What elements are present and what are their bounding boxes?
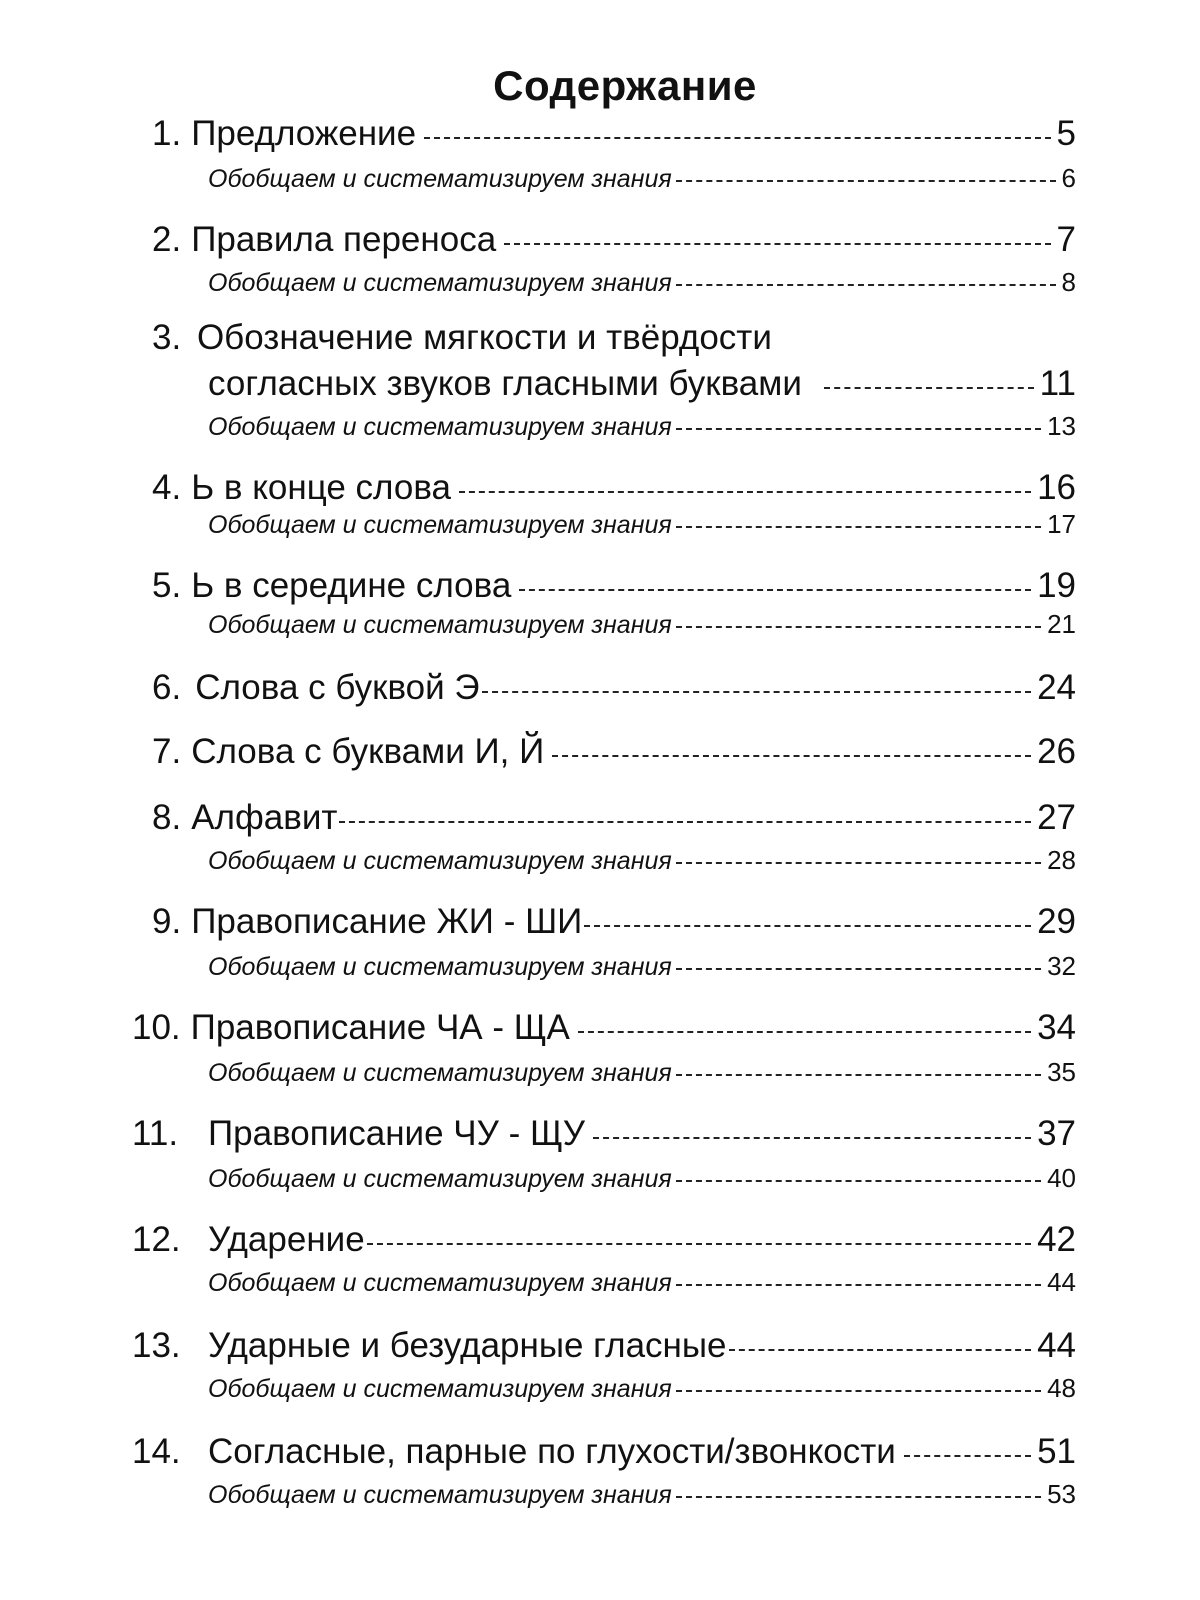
toc-entry[interactable] xyxy=(152,796,1076,840)
entry-title: Правописание ЖИ - ШИ xyxy=(191,902,583,941)
dot-leader xyxy=(459,491,1031,493)
toc-subentry[interactable] xyxy=(208,410,1076,442)
subentry-title: Обобщаем и систематизируем знания xyxy=(208,1375,672,1403)
entry-page: 7 xyxy=(1056,220,1076,259)
dot-leader xyxy=(676,428,1041,430)
entry-page: 44 xyxy=(1037,1326,1076,1365)
entry-title: Предложение xyxy=(191,114,417,153)
toc-subentry[interactable] xyxy=(208,844,1076,876)
dot-leader xyxy=(676,1180,1041,1182)
toc-entry[interactable] xyxy=(152,112,1076,156)
entry-page: 5 xyxy=(1056,114,1076,153)
subentry-page: 21 xyxy=(1047,609,1076,639)
dot-leader xyxy=(676,1284,1041,1286)
dot-leader xyxy=(367,1243,1031,1245)
toc-subentry[interactable] xyxy=(208,162,1076,194)
dot-leader xyxy=(424,137,1050,139)
entry-title: Ь в конце слова xyxy=(191,468,452,507)
subentry-title: Обобщаем и систематизируем знания xyxy=(208,953,672,981)
entry-number: 3. xyxy=(152,318,182,357)
entry-page: 26 xyxy=(1037,732,1076,771)
entry-title: Алфавит xyxy=(191,798,338,837)
subentry-title: Обобщаем и систематизируем знания xyxy=(208,1165,672,1193)
toc-subentry[interactable] xyxy=(208,608,1076,640)
entry-title: Правила переноса xyxy=(191,220,497,259)
entry-number: 10. xyxy=(132,1008,181,1047)
subentry-page: 44 xyxy=(1047,1267,1076,1297)
entry-number: 4. xyxy=(152,468,182,507)
toc-subentry[interactable] xyxy=(208,266,1076,298)
entry-title: Ударные и безударные гласные xyxy=(208,1326,727,1365)
subentry-title: Обобщаем и систематизируем знания xyxy=(208,1269,672,1297)
toc-entry[interactable] xyxy=(152,900,1076,944)
dot-leader xyxy=(676,284,1056,286)
toc-subentry[interactable] xyxy=(208,1056,1076,1088)
entry-number: 13. xyxy=(132,1326,181,1365)
toc-entry[interactable] xyxy=(208,362,1076,406)
dot-leader xyxy=(504,243,1050,245)
subentry-page: 40 xyxy=(1047,1163,1076,1193)
subentry-page: 8 xyxy=(1061,267,1076,297)
entry-number: 1. xyxy=(152,114,182,153)
entry-number: 2. xyxy=(152,220,182,259)
toc-entry[interactable] xyxy=(152,730,1076,774)
toc-entry[interactable] xyxy=(152,466,1076,510)
subentry-page: 48 xyxy=(1047,1373,1076,1403)
toc-subentry[interactable] xyxy=(208,950,1076,982)
dot-leader xyxy=(584,925,1031,927)
toc-entry[interactable] xyxy=(152,218,1076,262)
entry-title-line1: Обозначение мягкости и твёрдости xyxy=(196,318,772,357)
subentry-title: Обобщаем и систематизируем знания xyxy=(208,611,672,639)
entry-page: 29 xyxy=(1037,902,1076,941)
dot-leader xyxy=(578,1031,1031,1033)
entry-page: 34 xyxy=(1037,1008,1076,1047)
entry-title: Слова с буквами И, Й xyxy=(191,732,545,771)
entry-number: 9. xyxy=(152,902,182,941)
entry-title: Ь в середине слова xyxy=(191,566,512,605)
dot-leader xyxy=(676,862,1041,864)
entry-title: Правописание ЧА - ЩА xyxy=(190,1008,570,1047)
dot-leader xyxy=(824,387,1034,389)
entry-page: 51 xyxy=(1037,1432,1076,1471)
subentry-page: 32 xyxy=(1047,951,1076,981)
subentry-page: 17 xyxy=(1047,509,1076,539)
entry-page: 11 xyxy=(1039,364,1076,403)
toc-subentry[interactable] xyxy=(208,1478,1076,1510)
dot-leader xyxy=(482,691,1032,693)
subentry-title: Обобщаем и систематизируем знания xyxy=(208,269,672,297)
subentry-page: 13 xyxy=(1047,411,1076,441)
dot-leader xyxy=(676,180,1056,182)
entry-title: Слова с буквой Э xyxy=(195,668,480,707)
dot-leader xyxy=(729,1349,1032,1351)
toc-entry[interactable] xyxy=(132,1430,1076,1474)
subentry-title: Обобщаем и систематизируем знания xyxy=(208,1059,672,1087)
toc-entry[interactable] xyxy=(132,1218,1076,1262)
entry-title: Правописание ЧУ - ЩУ xyxy=(208,1114,586,1153)
entry-number: 7. xyxy=(152,732,182,771)
subentry-title: Обобщаем и систематизируем знания xyxy=(208,413,672,441)
entry-page: 37 xyxy=(1037,1114,1076,1153)
dot-leader xyxy=(552,755,1031,757)
dot-leader xyxy=(339,821,1031,823)
entry-title: согласных звуков гласными буквами xyxy=(208,364,802,403)
toc-entry[interactable] xyxy=(132,1006,1076,1050)
toc-subentry[interactable] xyxy=(208,508,1076,540)
toc-entry[interactable] xyxy=(132,1324,1076,1368)
entry-title: Ударение xyxy=(208,1220,365,1259)
toc-subentry[interactable] xyxy=(208,1266,1076,1298)
page-title: Содержание xyxy=(493,62,757,109)
entry-number: 6. xyxy=(152,668,182,707)
toc-entry[interactable] xyxy=(152,564,1076,608)
entry-number: 11. xyxy=(132,1114,179,1153)
subentry-title: Обобщаем и систематизируем знания xyxy=(208,165,672,193)
subentry-title: Обобщаем и систематизируем знания xyxy=(208,1481,672,1509)
entry-number: 8. xyxy=(152,798,182,837)
dot-leader xyxy=(676,968,1041,970)
subentry-page: 35 xyxy=(1047,1057,1076,1087)
dot-leader xyxy=(904,1455,1031,1457)
entry-page: 27 xyxy=(1037,798,1076,837)
dot-leader xyxy=(676,1390,1041,1392)
toc-entry[interactable] xyxy=(152,666,1076,710)
dot-leader xyxy=(676,626,1041,628)
entry-title: Согласные, парные по глухости/звонкости xyxy=(208,1432,896,1471)
entry-number: 5. xyxy=(152,566,182,605)
entry-page: 42 xyxy=(1037,1220,1076,1259)
subentry-title: Обобщаем и систематизируем знания xyxy=(208,847,672,875)
toc-subentry[interactable] xyxy=(208,1162,1076,1194)
subentry-page: 53 xyxy=(1047,1479,1076,1509)
subentry-page: 28 xyxy=(1047,845,1076,875)
dot-leader xyxy=(593,1137,1031,1139)
dot-leader xyxy=(519,589,1031,591)
entry-number: 14. xyxy=(132,1432,181,1471)
subentry-title: Обобщаем и систематизируем знания xyxy=(208,511,672,539)
entry-page: 24 xyxy=(1037,668,1076,707)
toc-entry-line1[interactable] xyxy=(152,316,772,360)
dot-leader xyxy=(676,1074,1041,1076)
subentry-page: 6 xyxy=(1061,163,1076,193)
toc-subentry[interactable] xyxy=(208,1372,1076,1404)
entry-page: 16 xyxy=(1037,468,1076,507)
entry-number: 12. xyxy=(132,1220,181,1259)
entry-page: 19 xyxy=(1037,566,1076,605)
dot-leader xyxy=(676,1496,1041,1498)
toc-entry[interactable] xyxy=(132,1112,1076,1156)
dot-leader xyxy=(676,526,1041,528)
